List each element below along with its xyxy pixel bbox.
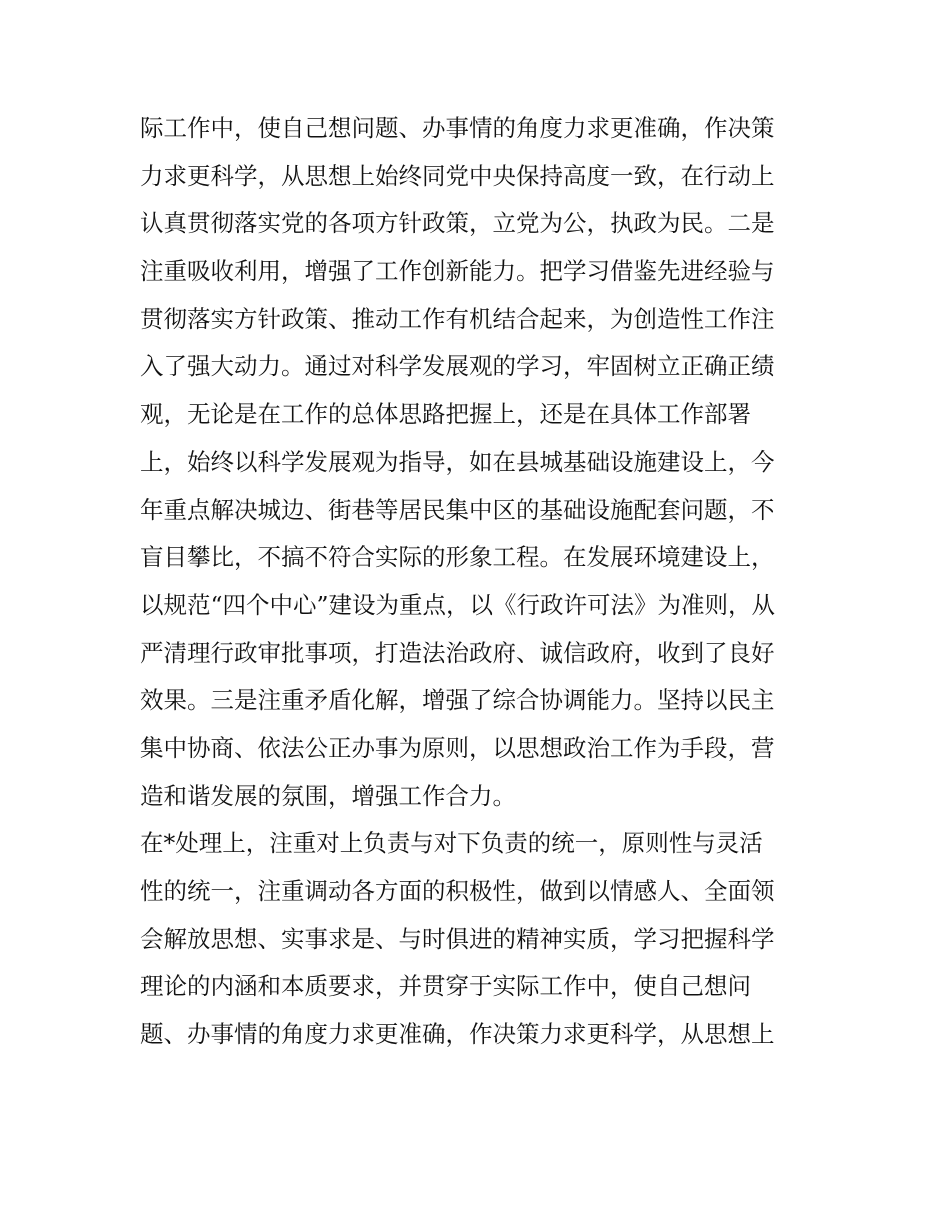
text-line: 认真贯彻落实党的各项方针政策，立党为公，执政为民。二是 [140, 209, 775, 238]
text-line: 以规范“四个中心”建设为重点，以《行政许可法》为准则，从 [140, 590, 776, 619]
text-line: 盲目攀比，不搞不符合实际的形象工程。在发展环境建设上， [140, 543, 775, 572]
text-line: 注重吸收利用，增强了工作创新能力。把学习借鉴先进经验与 [140, 257, 775, 286]
text-line: 理论的内涵和本质要求，并贯穿于实际工作中，使自己想问 [140, 972, 751, 1001]
body-text [140, 105, 820, 1059]
text-line: 入了强大动力。通过对科学发展观的学习，牢固树立正确正绩 [140, 352, 775, 381]
text-line: 上，始终以科学发展观为指导，如在县城基础设施建设上，今 [140, 447, 775, 476]
text-line: 在*处理上，注重对上负责与对下负责的统一，原则性与灵活 [140, 829, 763, 858]
text-line: 严清理行政审批事项，打造法治政府、诚信政府，收到了良好 [140, 638, 775, 667]
text-line: 力求更科学，从思想上始终同党中央保持高度一致，在行动上 [140, 161, 775, 190]
text-line: 贯彻落实方针政策、推动工作有机结合起来，为创造性工作注 [140, 304, 775, 333]
text-line: 集中协商、依法公正办事为原则，以思想政治工作为手段，营 [140, 733, 775, 762]
text-line: 年重点解决城边、街巷等居民集中区的基础设施配套问题，不 [140, 495, 775, 524]
text-line: 性的统一，注重调动各方面的积极性，做到以情感人、全面领 [140, 877, 775, 905]
text-line: 观，无论是在工作的总体思路把握上，还是在具体工作部署 [140, 400, 751, 429]
text-line: 效果。三是注重矛盾化解，增强了综合协调能力。坚持以民主 [140, 686, 775, 715]
text-line: 际工作中，使自己想问题、办事情的角度力求更准确，作决策 [140, 114, 775, 142]
text-line: 造和谐发展的氛围，增强工作合力。 [140, 781, 516, 810]
text-line: 题、办事情的角度力求更准确，作决策力求更科学，从思想上 [140, 1020, 775, 1049]
text-line: 会解放思想、实事求是、与时俱进的精神实质，学习把握科学 [140, 924, 775, 953]
